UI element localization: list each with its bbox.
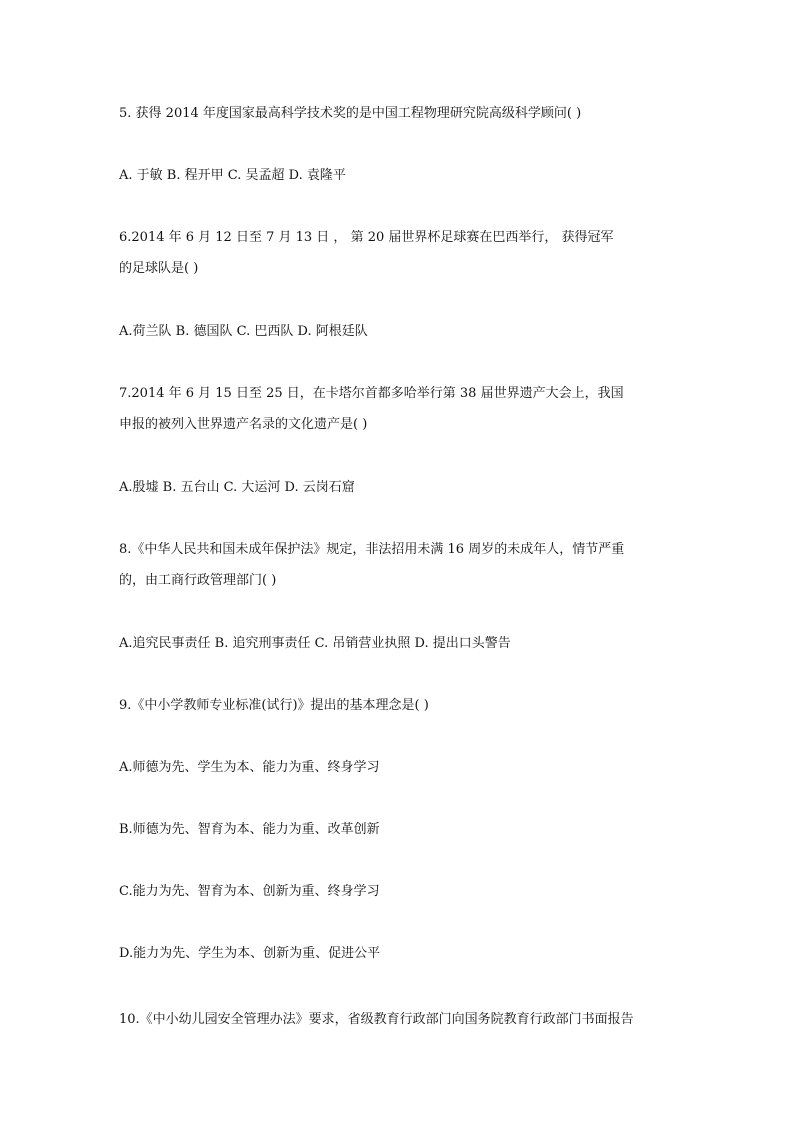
question-7-stem-line-1: 7.2014 年 6 月 15 日至 25 日，在卡塔尔首都多哈举行第 38 届世界遗产大会上，我国: [119, 386, 624, 401]
question-5-stem-line-1: 5. 获得 2014 年度国家最高科学技术奖的是中国工程物理研究院高级科学顾问( ): [119, 106, 582, 121]
question-8-stem-line-2: 的，由工商行政管理部门( ): [119, 573, 277, 588]
question-5-options: A. 于敏 B. 程开甲 C. 吴孟超 D. 袁隆平: [119, 168, 346, 183]
question-8-options: A.追究民事责任 B. 追究刑事责任 C. 吊销营业执照 D. 提出口头警告: [119, 636, 511, 651]
question-9-stem-line-1: 9.《中小学教师专业标准(试行)》提出的基本理念是( ): [119, 698, 429, 713]
question-9-option-a: A.师德为先、学生为本、能力为重、终身学习: [119, 760, 380, 775]
question-8-stem-line-1: 8.《中华人民共和国未成年保护法》规定，非法招用未满 16 周岁的未成年人，情节严重: [119, 542, 625, 557]
question-7-options: A.殷墟 B. 五台山 C. 大运河 D. 云岗石窟: [119, 480, 355, 495]
question-10-stem-line-1: 10.《中小幼儿园安全管理办法》要求，省级教育行政部门向国务院教育行政部门书面报告: [119, 1012, 634, 1027]
question-9-option-c: C.能力为先、智育为本、创新为重、终身学习: [119, 884, 380, 899]
question-6-options: A.荷兰队 B. 德国队 C. 巴西队 D. 阿根廷队: [119, 324, 368, 339]
question-6-stem-line-1: 6.2014 年 6 月 12 日至 7 月 13 日 ， 第 20 届世界杯足球赛在巴西举行， 获得冠军: [119, 230, 614, 245]
question-7-stem-line-2: 申报的被列入世界遗产名录的文化遗产是( ): [119, 417, 368, 432]
question-9-option-d: D.能力为先、学生为本、创新为重、促进公平: [119, 946, 381, 961]
question-6-stem-line-2: 的足球队是( ): [119, 261, 199, 276]
question-9-option-b: B.师德为先、智育为本、能力为重、改革创新: [119, 822, 380, 837]
